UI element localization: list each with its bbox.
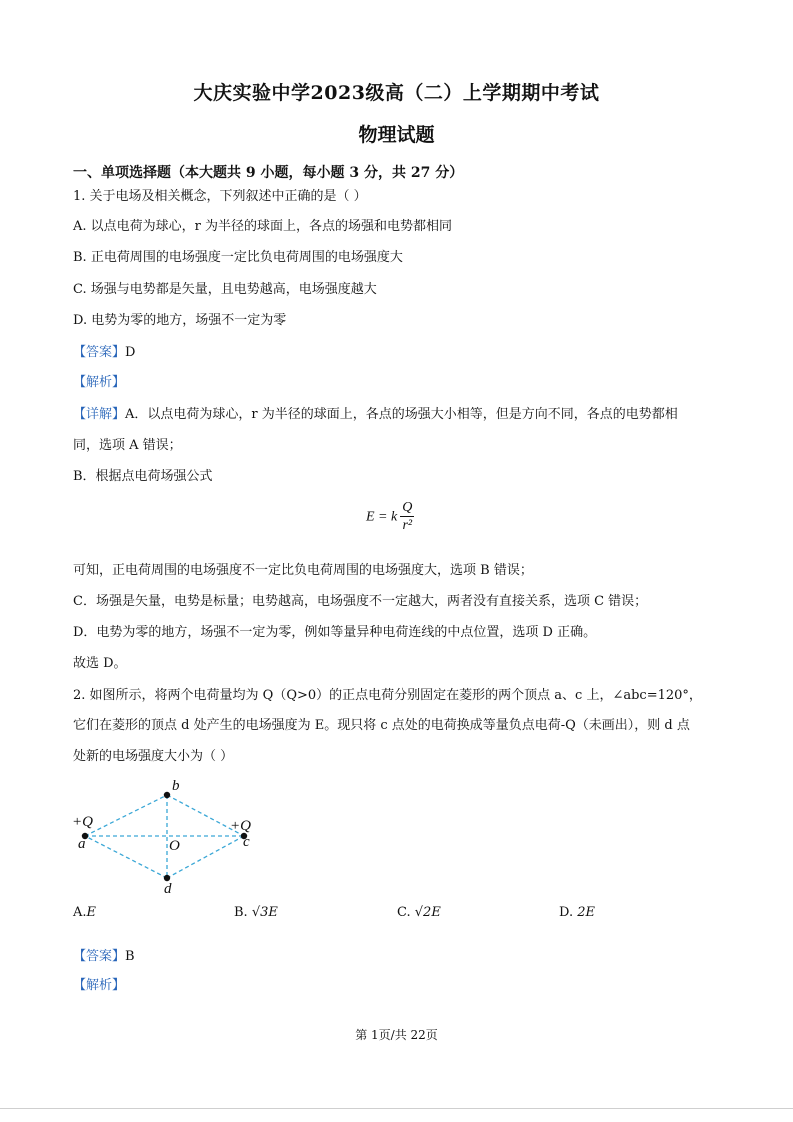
question-2-option-a bbox=[73, 906, 96, 919]
page-subtitle: 物理试题 bbox=[358, 124, 435, 146]
question-2-analysis-tag: 【解析】 bbox=[73, 978, 126, 993]
option-a-value: E bbox=[86, 905, 97, 920]
question-1-option-a: A. 以点电荷为球心，r 为半径的球面上，各点的场强和电势都相同 bbox=[73, 219, 452, 234]
rhombus-diagram bbox=[60, 772, 280, 900]
answer-value: D bbox=[125, 345, 136, 360]
page-title: 大庆实验中学2023级高（二）上学期期中考试 bbox=[193, 82, 600, 104]
formula-fraction bbox=[400, 500, 414, 535]
label-a: a bbox=[78, 836, 86, 852]
vertex-b-dot bbox=[164, 792, 170, 798]
question-1-option-c: C. 场强与电势都是矢量，且电势越高，电场强度越大 bbox=[73, 282, 377, 297]
page-number: 第 1页/共 22页 bbox=[355, 1028, 438, 1042]
question-2-line1: 2. 如图所示，将两个电荷量均为 Q（Q>0）的正点电荷分别固定在菱形的两个顶点 a、c 上，∠abc=120°， bbox=[73, 688, 702, 703]
question-1-answer bbox=[73, 346, 135, 359]
question-1-detail-c: C．场强是矢量，电势是标量；电势越高，电场强度不一定越大，两者没有直接关系，选项 C 错误； bbox=[73, 594, 648, 609]
formula-denominator: r² bbox=[402, 518, 413, 533]
option-c-letter: C. bbox=[397, 905, 411, 920]
question-1-analysis-tag: 【解析】 bbox=[73, 375, 126, 390]
label-c: c bbox=[243, 834, 250, 850]
question-1-detail-a-line1 bbox=[73, 408, 678, 421]
formula-lhs: E = k bbox=[366, 509, 398, 525]
option-d-value: 2E bbox=[577, 905, 595, 920]
option-b-letter: B. bbox=[234, 905, 248, 920]
question-1-detail-d: D．电势为零的地方，场强不一定为零，例如等量异种电荷连线的中点位置，选项 D 正确。 bbox=[73, 625, 597, 640]
coulomb-formula bbox=[366, 500, 414, 535]
answer-tag: 【答案】 bbox=[73, 949, 126, 964]
question-1-option-b: B. 正电荷周围的电场强度一定比负电荷周围的电场强度大 bbox=[73, 250, 403, 265]
question-2-answer bbox=[73, 950, 135, 963]
option-c-value: √2E bbox=[414, 905, 441, 920]
label-d: d bbox=[164, 881, 172, 897]
question-2-option-d bbox=[559, 906, 595, 919]
question-1-option-d: D. 电势为零的地方，场强不一定为零 bbox=[73, 313, 287, 328]
edge-ab bbox=[85, 795, 167, 836]
question-2-option-b bbox=[234, 906, 278, 919]
question-2-line2: 它们在菱形的顶点 d 处产生的电场强度为 E。现只将 c 点处的电荷换成等量负点电荷-Q（未画出），则 d 点 bbox=[73, 718, 690, 733]
answer-value: B bbox=[125, 949, 135, 964]
question-1-detail-b: B．根据点电荷场强公式 bbox=[73, 469, 213, 484]
option-b-value: √3E bbox=[251, 905, 278, 920]
formula-numerator: Q bbox=[402, 500, 413, 515]
charge-right-label: +Q bbox=[230, 818, 251, 834]
option-a-letter: A. bbox=[73, 905, 87, 920]
charge-left-label: +Q bbox=[72, 814, 93, 830]
question-2-line3: 处新的电场强度大小为（ ） bbox=[73, 749, 234, 764]
label-b: b bbox=[172, 778, 180, 794]
detail-a-text: A．以点电荷为球心，r 为半径的球面上，各点的场强大小相等，但是方向不同，各点的电势都相 bbox=[125, 407, 678, 422]
bottom-divider bbox=[0, 1108, 793, 1109]
question-1-detail-a-line2: 同，选项 A 错误； bbox=[73, 438, 182, 453]
edge-da bbox=[85, 836, 167, 878]
answer-tag: 【答案】 bbox=[73, 345, 126, 360]
question-1-conclusion: 故选 D。 bbox=[73, 656, 127, 671]
section-heading: 一、单项选择题（本大题共 9 小题，每小题 3 分，共 27 分） bbox=[73, 165, 464, 181]
question-1-stem: 1. 关于电场及相关概念，下列叙述中正确的是（ ） bbox=[73, 189, 367, 204]
question-1-detail-b-conclusion: 可知，正电荷周围的电场强度不一定比负电荷周围的电场强度大，选项 B 错误； bbox=[73, 563, 533, 578]
label-o: O bbox=[169, 838, 180, 854]
question-2-option-c bbox=[397, 906, 441, 919]
detail-tag: 【详解】 bbox=[73, 407, 126, 422]
option-d-letter: D. bbox=[559, 905, 574, 920]
